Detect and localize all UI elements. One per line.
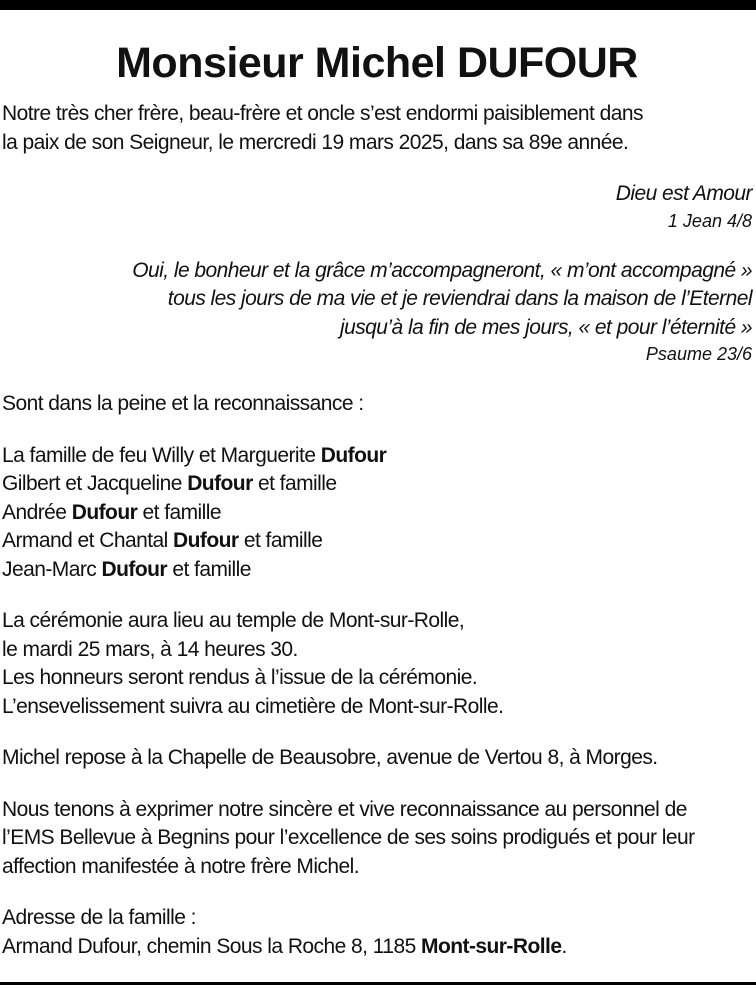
verse-text: Dieu est Amour <box>615 182 752 205</box>
repose-paragraph <box>2 744 752 773</box>
family-member: Andrée Dufour et famille <box>2 500 222 524</box>
bottom-border <box>0 982 756 985</box>
ceremony-line: L’ensevelissement suivra au cimetière de Mont-sur-Rolle. <box>2 694 504 718</box>
ceremony-line: Les honneurs seront rendus à l’issue de la cérémonie. <box>2 666 478 689</box>
mourners-heading-block <box>2 390 752 419</box>
verse-psalm <box>2 257 752 368</box>
deceased-name-title: Monsieur Michel DUFOUR <box>116 39 638 87</box>
family-address <box>2 904 752 961</box>
family-member: Armand et Chantal Dufour et famille <box>2 529 323 552</box>
intro-line: la paix de son Seigneur, le mercredi 19 mars 2025, dans sa 89e année. <box>2 130 629 154</box>
ceremony-line: La cérémonie aura lieu au temple de Mont-sur-Rolle, <box>2 609 465 632</box>
family-member: Jean-Marc Dufour et famille <box>2 557 251 581</box>
family-member: Gilbert et Jacqueline Dufour et famille <box>2 472 337 495</box>
top-border <box>0 0 756 10</box>
thanks-line: l’EMS Bellevue à Begnins pour l’excellence de ses soins prodigués et pour leur <box>2 826 695 849</box>
verse-line: tous les jours de ma vie et je reviendrai dans la maison de l’Eternel <box>167 287 752 310</box>
intro-paragraph <box>2 100 752 157</box>
ceremony-line: le mardi 25 mars, à 14 heures 30. <box>2 637 298 661</box>
thanks-line: affection manifestée à notre frère Michel. <box>2 854 360 878</box>
verse-dieu-est-amour <box>2 180 752 234</box>
verse-reference: Psaume 23/6 <box>645 344 752 364</box>
verse-line: jusqu’à la fin de mes jours, « et pour l’éternité » <box>339 315 752 339</box>
verse-reference: 1 Jean 4/8 <box>667 210 752 231</box>
obituary-notice <box>2 36 752 961</box>
thanks-paragraph <box>2 796 752 882</box>
address-label: Adresse de la famille : <box>2 906 196 929</box>
ceremony-paragraph <box>2 607 752 721</box>
verse-line: Oui, le bonheur et la grâce m’accompagneront, « m’ont accompagné » <box>132 258 752 282</box>
mourners-heading: Sont dans la peine et la reconnaissance : <box>2 392 364 415</box>
address-line: Armand Dufour, chemin Sous la Roche 8, 1185 Mont-sur-Rolle. <box>2 934 567 958</box>
repose-line: Michel repose à la Chapelle de Beausobre, avenue de Vertou 8, à Morges. <box>2 746 658 769</box>
intro-line: Notre très cher frère, beau-frère et oncle s’est endormi paisiblement dans <box>2 102 643 125</box>
family-list <box>2 442 752 585</box>
thanks-line: Nous tenons à exprimer notre sincère et vive reconnaissance au personnel de <box>2 797 687 821</box>
family-member: La famille de feu Willy et Marguerite Dufour <box>2 443 387 467</box>
